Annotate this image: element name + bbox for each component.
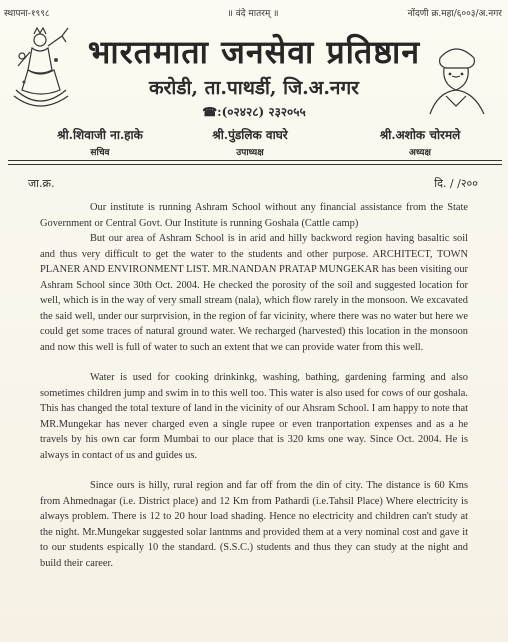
officers-row [0,126,508,156]
officer-role: अध्यक्ष [409,148,431,158]
officer-name: श्री.अशोक चोरमले [379,128,461,142]
officer-role: सचिव [90,148,110,158]
officer-name: श्री.शिवाजी ना.हाके [57,128,143,142]
date-field: दि. / /२०० [434,177,478,190]
officer-vice-president [190,126,310,158]
officer-president [360,126,480,158]
organization-name: भारतमाता जनसेवा प्रतिष्ठान [87,33,421,71]
organization-phone: ☎:(०२४२८) २३२०५५ [202,105,306,119]
letterhead-divider [8,160,502,165]
officer-role: उपाध्यक्ष [236,148,264,158]
letter-body [40,200,468,571]
portrait-icon [426,36,488,116]
letterhead-top-row [4,6,502,22]
reference-number-label: जा.क्र. [28,177,55,190]
officer-secretary [40,126,160,158]
paragraph-2: But our area of Ashram School is in arid and hilly backword region having basaltic soil and thus very difficult to get the water to the students and other purpose. ARCHITECT, TOWN PLANER AND ENVIRONMENT LIST. MR.NANDAN PRATAP MUNGEKAR has been visiting our Ashram School since 30th Oct. 2004. He checked the porosity of the soil and suggested location for well, which is in the way of very small stream (nala), which flow rarely in the monsoon. We excavated the said well, under our surprvision, in the region of far vicinity, where there was no water but here we could get some traces of natural ground water. We recharged (harvested) this location in the monsoon and now this well is full of water to such an extent that we can provide water from this well. [40,233,468,353]
officer-name: श्री.पुंडलिक वाघरे [212,128,288,142]
organization-address: करोडी, ता.पाथर्डी, जि.अ.नगर [149,77,359,99]
paragraph-3: Water is used for cooking drinkinkg, washing, bathing, gardening farming and also sometimes children jump and swim in to this well too. This water is also used for cows of our goshala. This has changed the total texture of land in the vicinity of our Ahsram School. I am happy to note that MR.Mungekar has never charged even a single rupee or even tranportation expenses and as a he travels by his own car form Mumbai to our place that is 320 kms one way. Since Oct. 2004. He is always in contact of us and guides us. [40,372,468,461]
salutation: ॥ वंदे मातरम् ॥ [227,9,279,19]
registration-number: नोंदणी क्र.महा/६००३/अ.नगर [407,9,502,19]
establishment-number: स्थापना-१९९८ [4,9,50,19]
bharat-mata-emblem-icon [10,26,72,116]
paragraph-4: Since ours is hilly, rural region and far off from the din of city. The distance is 60 Kms from Ahmednagar (i.e. District place) and 12 Km from Pathardi (i.e.Tahsil Place) Where electricity is always problem. There is 12 to 20 hour load shading. Hence no electricity and children can't study at the night. Mr.Mungekar suggested solar lantnms and provided them at a very nominal cost and gave it to our students espically 10 the standard. (S.S.C.) students and thus they can study at the night and build their career. [40,480,468,569]
paragraph-1: Our institute is running Ashram School without any financial assistance from the State Government or Central Govt. Our Institute is running Goshala (Cattle camp) [40,202,468,229]
